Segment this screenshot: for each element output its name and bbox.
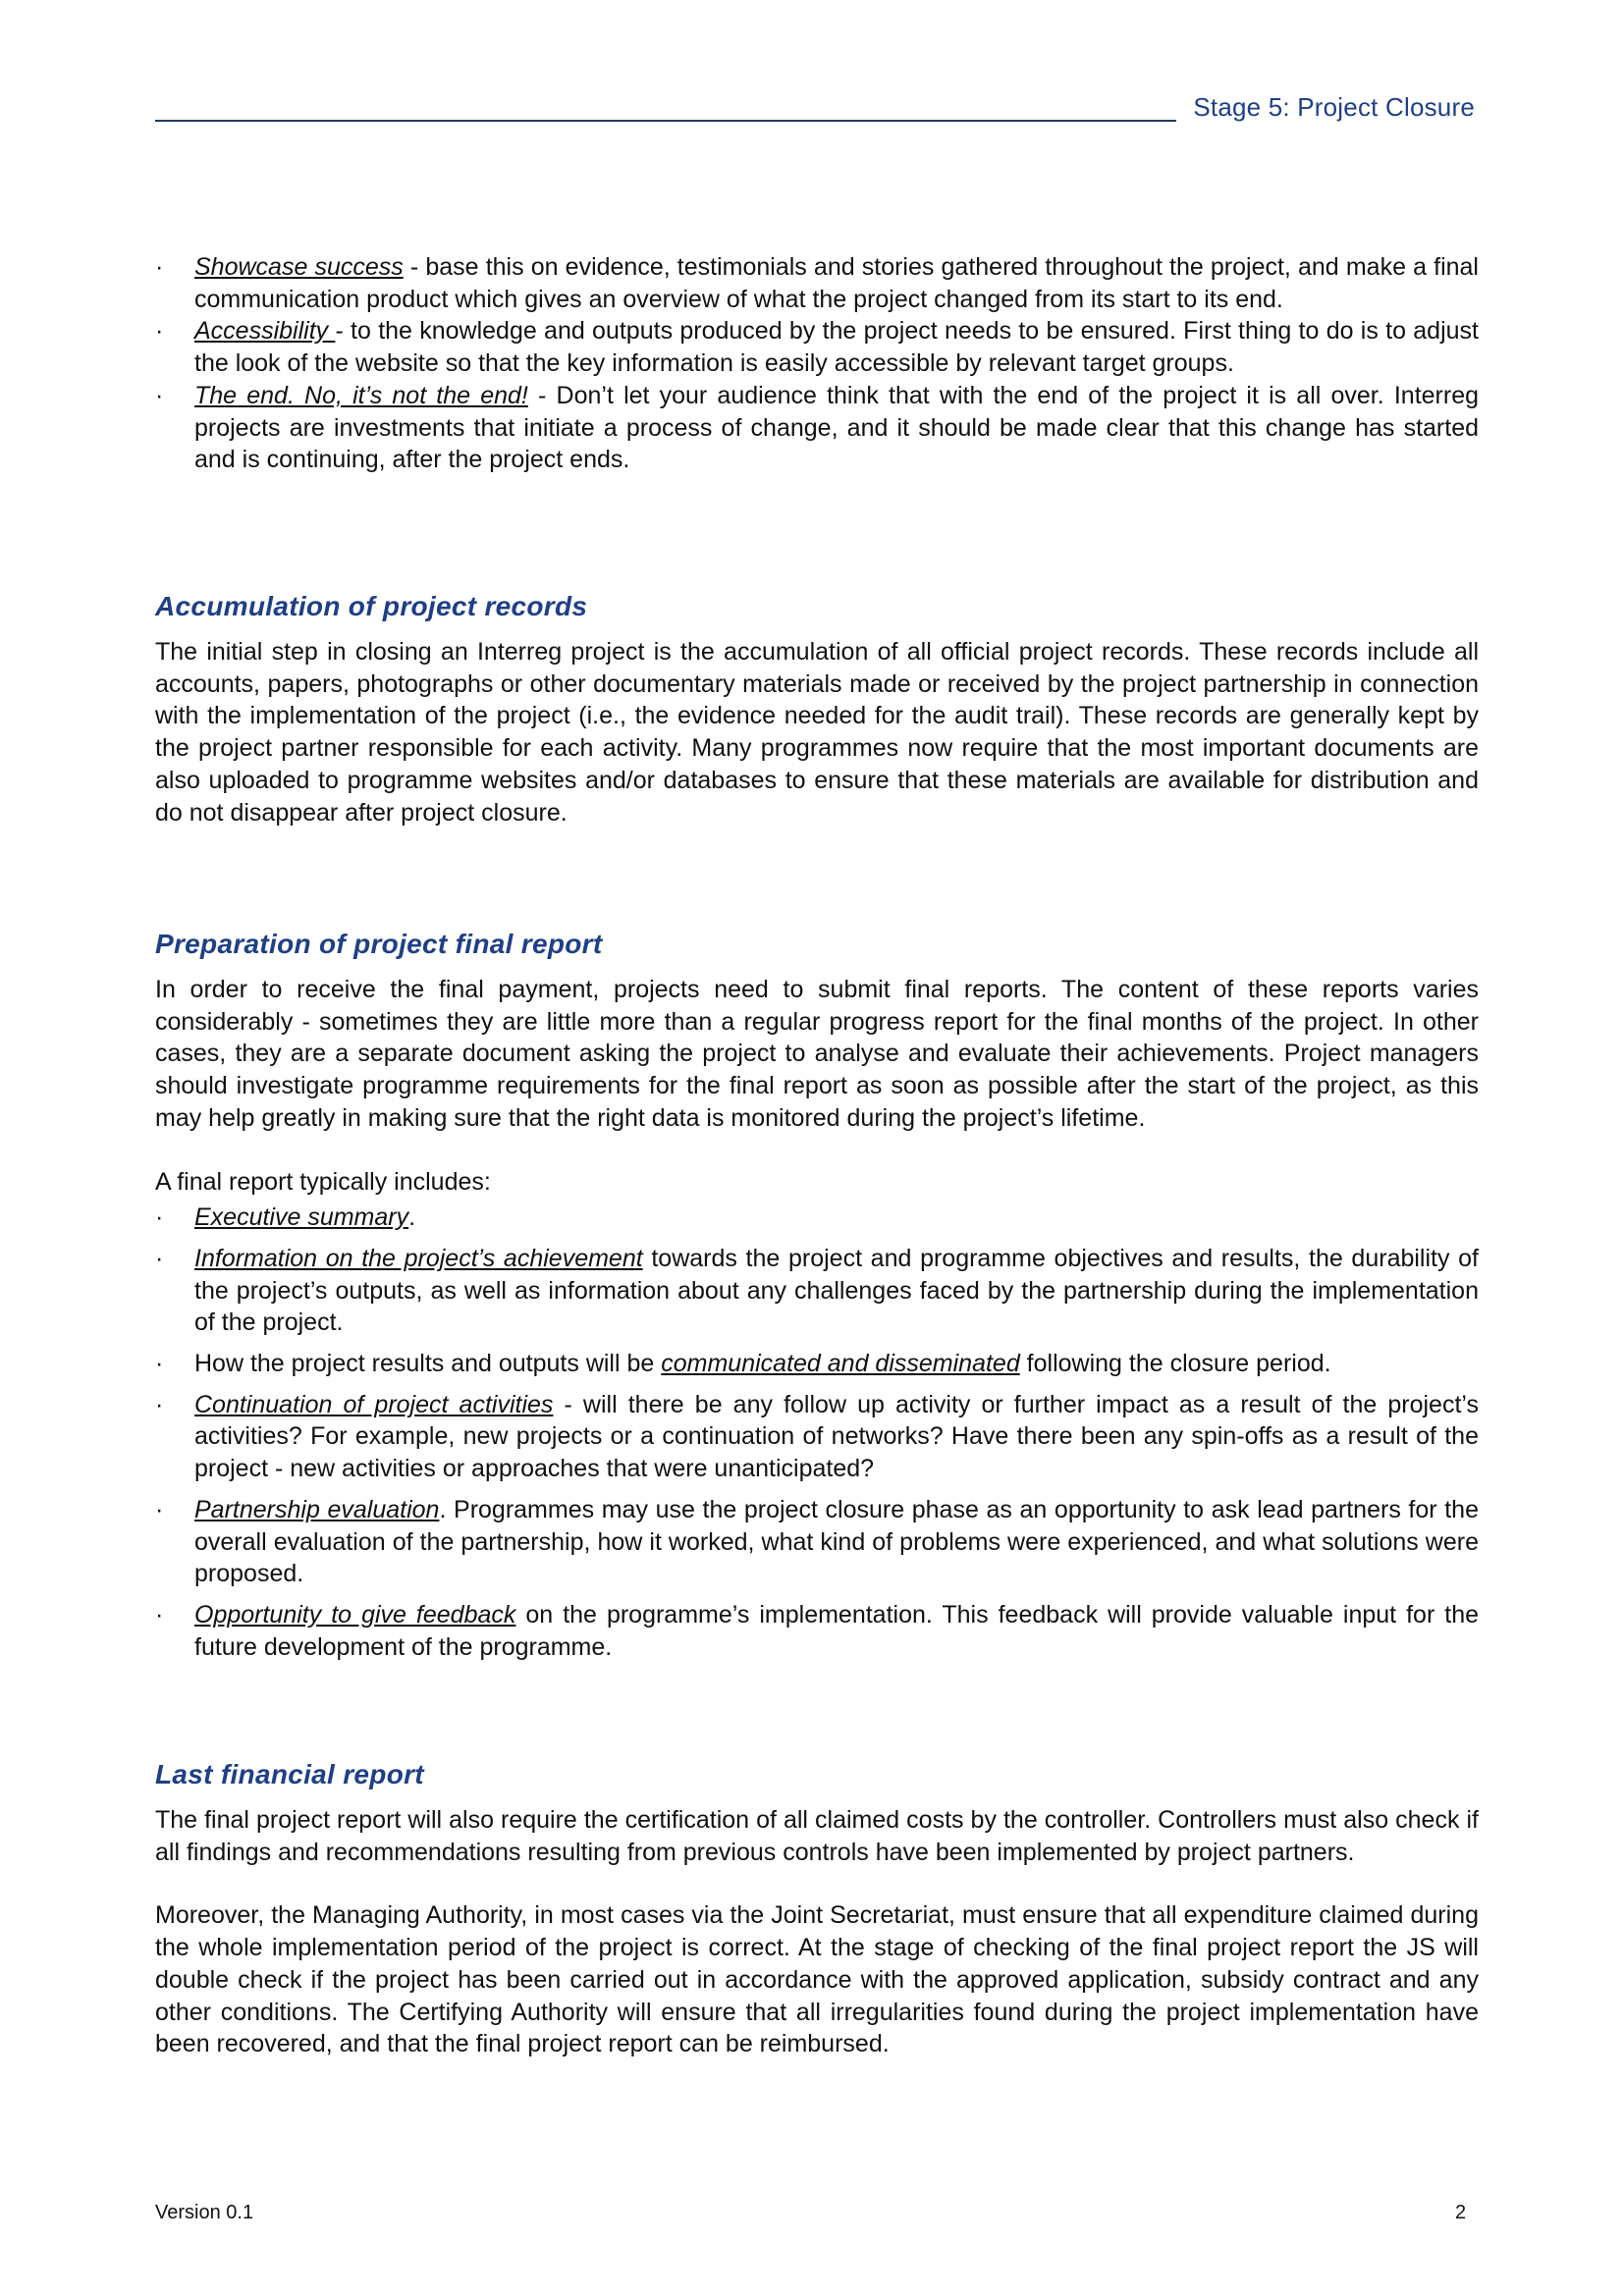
bullet-term: Information on the project’s achievement [194,1244,643,1272]
bullet-icon: · [155,1350,164,1378]
list-item [155,1201,1479,1234]
list-item [155,315,1479,379]
bullet-term: Executive summary [194,1203,409,1232]
list-item [155,1494,1479,1590]
bullet-icon: · [155,1244,164,1272]
final-report-list [155,1201,1479,1663]
bullet-term: Partnership evaluation [194,1495,440,1523]
list-item [155,1243,1479,1339]
bullet-icon: · [155,1600,164,1629]
bullet-term: Showcase success [194,253,404,281]
bullet-text: - will there be any follow up activity or further impact as a result of the project’s activities? For example, new projects or a continuation of networks? Have there been any spin-offs as a result of the project - new activities or approaches that were unanticipated? [194,1390,1479,1483]
section-heading: Last financial report [155,1759,424,1789]
bullet-term: communicated and disseminated [661,1350,1020,1378]
section-heading: Preparation of project final report [155,929,603,959]
section-heading: Accumulation of project records [155,591,588,621]
section-paragraph: The final project report will also require the certification of all claimed costs by the controller. Controllers must also check if all findings and recommendations resulting from previous controls have been implemented by project partners. [155,1806,1479,1866]
bullet-text: . [408,1203,416,1232]
footer-version: Version 0.1 [155,2202,254,2223]
bullet-icon: · [155,317,164,346]
bullet-icon: · [155,1203,164,1232]
list-intro: A final report typically includes: [155,1167,491,1196]
bullet-text: . Programmes may use the project closure phase as an opportunity to ask lead partners for the overall evaluation of the partnership, how it worked, what kind of problems were experienced, and what solutions were proposed. [194,1495,1479,1588]
bullet-icon: · [155,381,164,409]
bullet-text: on the programme’s implementation. This feedback will provide valuable input for the future development of the programme. [194,1600,1480,1661]
bullet-term: Opportunity to give feedback [194,1600,516,1629]
header-title: Stage 5: Project Closure [1193,92,1475,122]
list-item [155,380,1479,476]
bullet-text: - base this on evidence, testimonials and stories gathered throughout the project, and make a final communication product which gives an overview of what the project changed from its start to its end. [194,253,1479,313]
header-rule [155,120,1176,122]
section-paragraph: The initial step in closing an Interreg project is the accumulation of all official project records. These records include all accounts, papers, photographs or other documentary materials made or received by the project partnership in connection with the implementation of the project (i.e., the evidence needed for the audit trail). These records are generally kept by the project partner responsible for each activity. Many programmes now require that the most important documents are also uploaded to programme websites and/or databases to ensure that these materials are available for distribution and do not disappear after project closure. [155,638,1479,827]
bullet-text: - to the knowledge and outputs produced by the project needs to be ensured. First thing to do is to adjust the look of the website so that the key information is easily accessible by relevant target groups. [194,317,1479,378]
bullet-term: The end. No, it’s not the end! [194,381,528,409]
list-item [155,1348,1479,1380]
section-paragraph: Moreover, the Managing Authority, in most cases via the Joint Secretariat, must ensure that all expenditure claimed during the whole implementation period of the project is correct. At the stage of checking of the final project report the JS will double check if the project has been carried out in accordance with the approved application, subsidy contract and any other conditions. The Certifying Authority will ensure that all irregularities found during the project implementation have been recovered, and that the final project report can be reimbursed. [155,1901,1479,2058]
list-item [155,1599,1479,1663]
bullet-term: Continuation of project activities [194,1390,554,1418]
bullet-text: following the closure period. [1019,1350,1331,1378]
bullet-term: Accessibility [194,317,336,346]
bullet-text: towards the project and programme objectives and results, the durability of the project’s outputs, as well as information about any challenges faced by the partnership during the implementation of the project. [194,1244,1480,1337]
page-header [155,90,1479,124]
intro-bullet-list [155,251,1479,476]
bullet-icon: · [155,253,164,281]
section-paragraph: In order to receive the final payment, projects need to submit final reports. The content of these reports varies considerably - sometimes they are little more than a regular progress report for the final months of the project. In other cases, they are a separate document asking the project to analyse and evaluate their achievements. Project managers should investigate programme requirements for the final report as soon as possible after the start of the project, as this may help greatly in making sure that the right data is monitored during the project’s lifetime. [155,976,1479,1132]
footer-page-number: 2 [1455,2202,1467,2223]
section-records [155,589,1479,828]
list-item [155,1389,1479,1485]
bullet-text: - Don’t let your audience think that with the end of the project it is all over. Interreg projects are investments that initiate a process of change, and it should be made clear that this change has started and is continuing, after the project ends. [194,381,1479,474]
list-item [155,251,1479,315]
bullet-icon: · [155,1390,164,1418]
section-final-report [155,927,1479,1672]
bullet-icon: · [155,1495,164,1523]
section-financial [155,1757,1479,2060]
bullet-text: How the project results and outputs will be [194,1350,662,1378]
